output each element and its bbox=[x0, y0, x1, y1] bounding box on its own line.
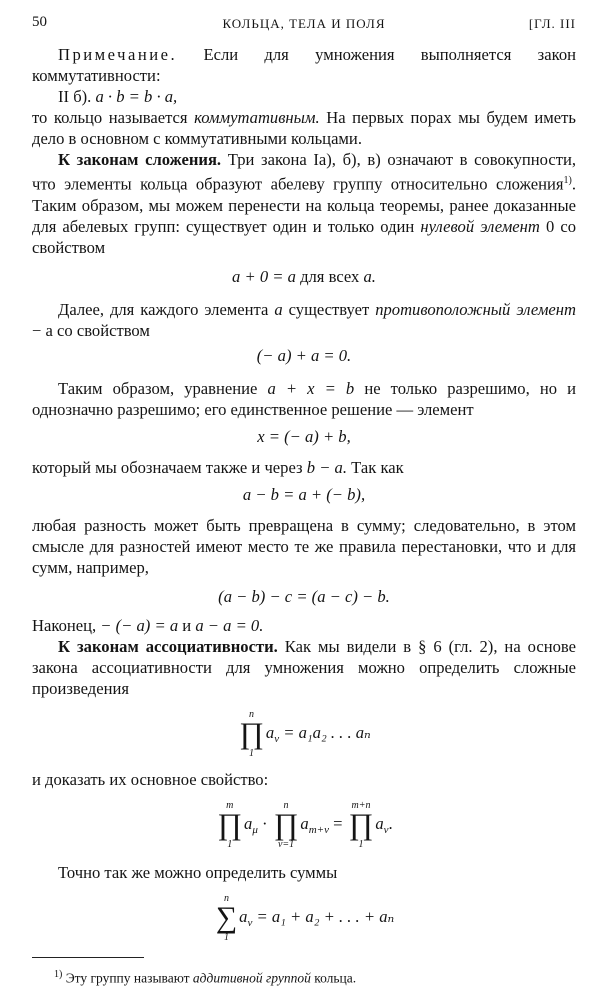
product-symbol: ∏ bbox=[239, 716, 264, 750]
sums-line: Точно так же можно определить суммы bbox=[58, 862, 338, 882]
remark-label: Примечание. bbox=[58, 45, 178, 64]
formula-zero: a + 0 = a для всех a. bbox=[232, 266, 376, 286]
sum-paragraph: любая разность может быть превращена в сумму; следовательно, в этом смысле для разностей имеют место те же правила перестановки, что и для сумм, например, bbox=[32, 515, 576, 577]
remark-paragraph: Примечание. Если для умножения выполняется закон коммутативности: bbox=[32, 45, 576, 85]
formula-difference: a − b = a + (− b), bbox=[242, 484, 366, 504]
equation-paragraph: Таким образом, уравнение a + x = b не только разрешимо, но и однозначно разрешимо; его единственное решение — элемент bbox=[32, 378, 576, 419]
product-symbol: ∏ bbox=[348, 807, 374, 841]
property-line: и доказать их основное свойство: bbox=[32, 769, 269, 789]
footnote-mark: 1) bbox=[54, 968, 63, 980]
formula-product-property: m ∏ 1 $a_\mu$ · n ∏ ν=1 $a_{m+\nu}$ = m+n ∏ 1 $a_\nu$. bbox=[217, 799, 393, 850]
addition-paragraph: К законам сложения. Три закона Iа), б), в) означают в совокупности, что элементы кольца образуют абелеву группу относительно сложения$^{1)}$. Таким образом, мы можем перенести на кольца теоремы, ранее доказанные для абелевых групп: существует один и только один нулевой элемент 0 со свойством bbox=[32, 150, 576, 257]
law-label: II б). bbox=[58, 87, 92, 106]
page-number: 50 bbox=[32, 14, 47, 30]
term-additive-group: аддитивной группой bbox=[192, 970, 311, 986]
formula-sum: n ∑ 1 $a_\nu = a_1 + a_2$ + . . . + aₙ bbox=[215, 892, 395, 943]
book-page bbox=[32, 10, 576, 987]
term-commutative: коммутативным. bbox=[194, 108, 320, 127]
footnote-divider bbox=[32, 957, 144, 958]
product-symbol: ∏ bbox=[273, 807, 299, 841]
page-header bbox=[32, 10, 576, 40]
term-opposite-element: противоположный элемент bbox=[375, 299, 576, 319]
commutative-paragraph: то кольцо называется коммутативным. На первых порах мы будем иметь дело в основном с коммутативными кольцами. bbox=[32, 108, 576, 148]
chapter-label: [ГЛ. III bbox=[528, 16, 576, 31]
law-line bbox=[32, 86, 576, 107]
associativity-paragraph: К законам ассоциативности. Как мы видели в § 6 (гл. 2), на основе закона ассоциативности для умножения можно определить сложные произведения bbox=[32, 636, 577, 698]
difference-paragraph: который мы обозначаем также и через b − a. Так как bbox=[32, 457, 404, 477]
formula-product: n ∏ 1 $a_\nu = a_1a_2$ . . . aₙ bbox=[239, 708, 371, 759]
section-heading-associativity: К законам ассоциативности. bbox=[58, 636, 278, 656]
formula-solution: x = (− a) + b, bbox=[257, 426, 351, 446]
term-zero-element: нулевой элемент bbox=[420, 216, 540, 236]
footnote: $^{1)}$ Эту группу называют аддитивной группой кольца. bbox=[54, 968, 357, 986]
formula-permutation: (a − b) − c = (a − c) − b. bbox=[218, 586, 390, 606]
finally-paragraph: Наконец, − (− a) = a и a − a = 0. bbox=[32, 615, 264, 635]
formula-negative: (− a) + a = 0. bbox=[256, 345, 352, 365]
footnote-ref: 1) bbox=[563, 175, 572, 186]
sum-symbol: ∑ bbox=[215, 900, 238, 934]
running-title: КОЛЬЦА, ТЕЛА И ПОЛЯ bbox=[222, 16, 386, 31]
section-heading-addition: К законам сложения. bbox=[58, 150, 222, 169]
product-symbol: ∏ bbox=[217, 807, 243, 841]
law-formula: a · b = b · a, bbox=[95, 87, 178, 106]
negative-paragraph: Далее, для каждого элемента a существует противоположный элемент − a со свойством bbox=[32, 299, 576, 340]
